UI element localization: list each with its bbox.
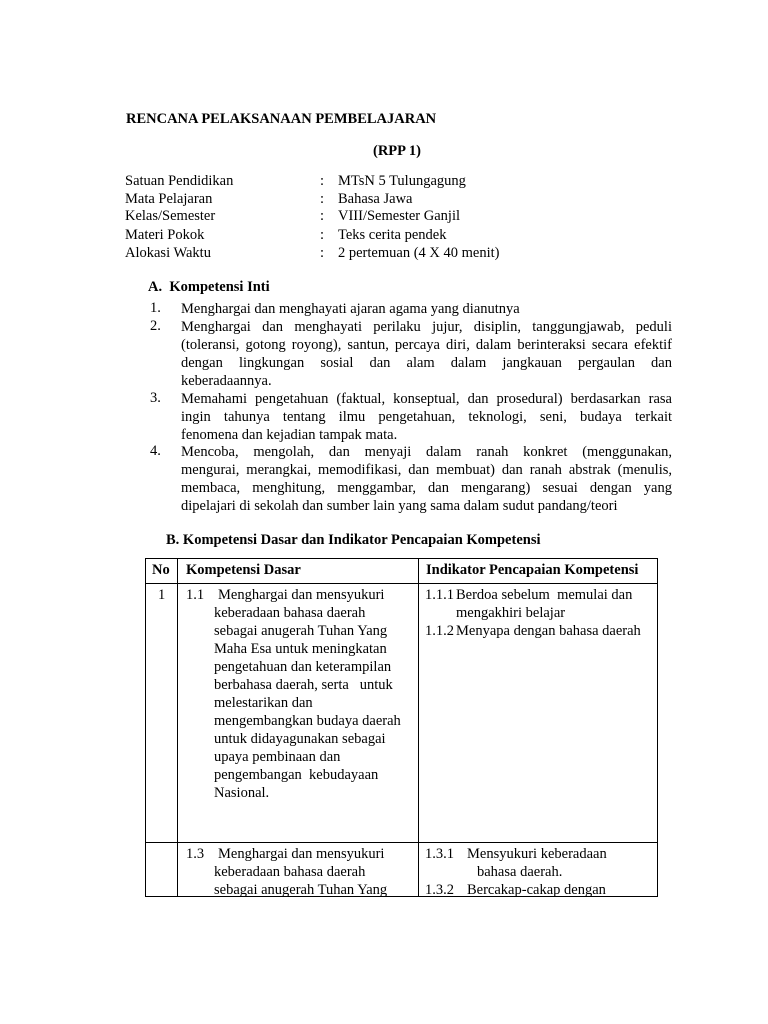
identity-value: Bahasa Jawa xyxy=(338,191,413,207)
table-column-divider xyxy=(177,558,178,897)
kd-line: mengembangkan budaya daerah xyxy=(214,713,401,729)
section-a-heading: A. Kompetensi Inti xyxy=(148,279,270,295)
indicator-number: 1.3.1 xyxy=(425,846,454,862)
list-item-number: 3. xyxy=(150,390,161,406)
identity-colon: : xyxy=(320,208,325,224)
identity-colon: : xyxy=(320,173,325,189)
list-item-number: 2. xyxy=(150,318,161,334)
identity-colon: : xyxy=(320,227,325,243)
list-item-line: fenomena dan kejadian tampak mata. xyxy=(181,427,398,443)
list-item-line: Menghargai dan menghayati perilaku jujur, disiplin, tanggungjawab, peduli xyxy=(181,319,672,335)
table-row-divider xyxy=(145,842,658,843)
indicator-line: Bercakap-cakap dengan xyxy=(467,882,606,898)
table-cell-kd xyxy=(214,845,387,899)
table-border-left xyxy=(145,558,146,897)
list-item-line: dengan lingkungan sosial dan alam dalam jangkauan pergaulan dan xyxy=(181,355,672,371)
indicator-line: mengakhiri belajar xyxy=(456,605,566,621)
list-item xyxy=(181,390,672,444)
identity-value: MTsN 5 Tulungagung xyxy=(338,173,466,189)
kd-line: upaya pembinaan dan xyxy=(214,749,341,765)
list-item-line: Memahami pengetahuan (faktual, konseptual, dan prosedural) berdasarkan rasa xyxy=(181,391,672,407)
kd-line: Menghargai dan mensyukuri xyxy=(218,587,385,603)
kd-number: 1.3 xyxy=(186,846,205,862)
indicator-line: Berdoa sebelum memulai dan xyxy=(456,587,633,603)
indicator-line: Mensyukuri keberadaan xyxy=(467,846,607,862)
table-cell-indicator xyxy=(456,586,632,622)
document-subtitle: (RPP 1) xyxy=(373,143,421,159)
kd-line: keberadaan bahasa daerah xyxy=(214,605,366,621)
table-cell-no: 1 xyxy=(158,587,166,603)
kd-line: untuk didayagunakan sebagai xyxy=(214,731,386,747)
indicator-number: 1.3.2 xyxy=(425,882,454,898)
kd-line: pengembangan kebudayaan xyxy=(214,767,379,783)
table-column-divider xyxy=(418,558,419,897)
list-item-line: Menghargai dan menghayati ajaran agama yang dianutnya xyxy=(181,301,520,317)
kd-line: sebagai anugerah Tuhan Yang xyxy=(214,882,388,898)
indicator-number: 1.1.2 xyxy=(425,623,454,639)
section-b-heading: B. Kompetensi Dasar dan Indikator Pencapaian Kompetensi xyxy=(166,532,541,548)
indicator-line: Menyapa dengan bahasa daerah xyxy=(456,623,641,639)
table-header-no: No xyxy=(152,562,170,578)
identity-value: VIII/Semester Ganjil xyxy=(338,208,461,224)
list-item xyxy=(181,300,672,318)
identity-label: Satuan Pendidikan xyxy=(125,173,234,189)
kd-line: Nasional. xyxy=(214,785,270,801)
kd-line: Maha Esa untuk meningkatan xyxy=(214,641,387,657)
identity-colon: : xyxy=(320,191,325,207)
table-header-divider xyxy=(145,583,658,584)
identity-value: Teks cerita pendek xyxy=(338,227,447,243)
document-title: RENCANA PELAKSANAAN PEMBELAJARAN xyxy=(126,111,437,127)
table-header-indicator: Indikator Pencapaian Kompetensi xyxy=(426,562,639,578)
kd-number: 1.1 xyxy=(186,587,205,603)
list-item xyxy=(181,443,672,515)
table-cell-kd xyxy=(214,586,401,802)
identity-value: 2 pertemuan (4 X 40 menit) xyxy=(338,245,500,261)
list-item-line: membaca, menghitung, menggambar, dan mengarang) sesuai dengan yang xyxy=(181,480,672,496)
identity-label: Mata Pelajaran xyxy=(125,191,213,207)
kd-line: keberadaan bahasa daerah xyxy=(214,864,366,880)
table-header-kd: Kompetensi Dasar xyxy=(186,562,301,578)
indicator-number: 1.1.1 xyxy=(425,587,454,603)
table-cell-indicator xyxy=(456,622,641,640)
kd-line: sebagai anugerah Tuhan Yang xyxy=(214,623,388,639)
list-item-number: 4. xyxy=(150,443,161,459)
identity-label: Kelas/Semester xyxy=(125,208,216,224)
kd-line: melestarikan dan xyxy=(214,695,313,711)
indicator-line: bahasa daerah. xyxy=(477,864,563,880)
list-item-line: (toleransi, gotong royong), santun, percaya diri, dalam berinteraksi secara efektif xyxy=(181,337,672,353)
list-item-line: mengurai, merangkai, memodifikasi, dan membuat) dan ranah abstrak (menulis, xyxy=(181,462,672,478)
list-item-line: keberadaannya. xyxy=(181,373,272,389)
list-item-line: dipelajari di sekolah dan sumber lain yang sama dalam sudut pandang/teori xyxy=(181,498,618,514)
list-item-number: 1. xyxy=(150,300,161,316)
kd-line: pengetahuan dan keterampilan xyxy=(214,659,392,675)
list-item-line: ingin tahunya tentang ilmu pengetahuan, teknologi, seni, budaya terkait xyxy=(181,409,672,425)
identity-colon: : xyxy=(320,245,325,261)
kd-line: Menghargai dan mensyukuri xyxy=(218,846,385,862)
table-border-right xyxy=(657,558,658,897)
table-border-top xyxy=(145,558,658,559)
kd-line: berbahasa daerah, serta untuk xyxy=(214,677,393,693)
list-item-line: Mencoba, mengolah, dan menyaji dalam ranah konkret (menggunakan, xyxy=(181,444,672,460)
list-item xyxy=(181,318,672,390)
identity-label: Alokasi Waktu xyxy=(125,245,211,261)
table-cell-indicator xyxy=(467,845,607,881)
table-cell-indicator xyxy=(467,881,606,899)
identity-label: Materi Pokok xyxy=(125,227,205,243)
